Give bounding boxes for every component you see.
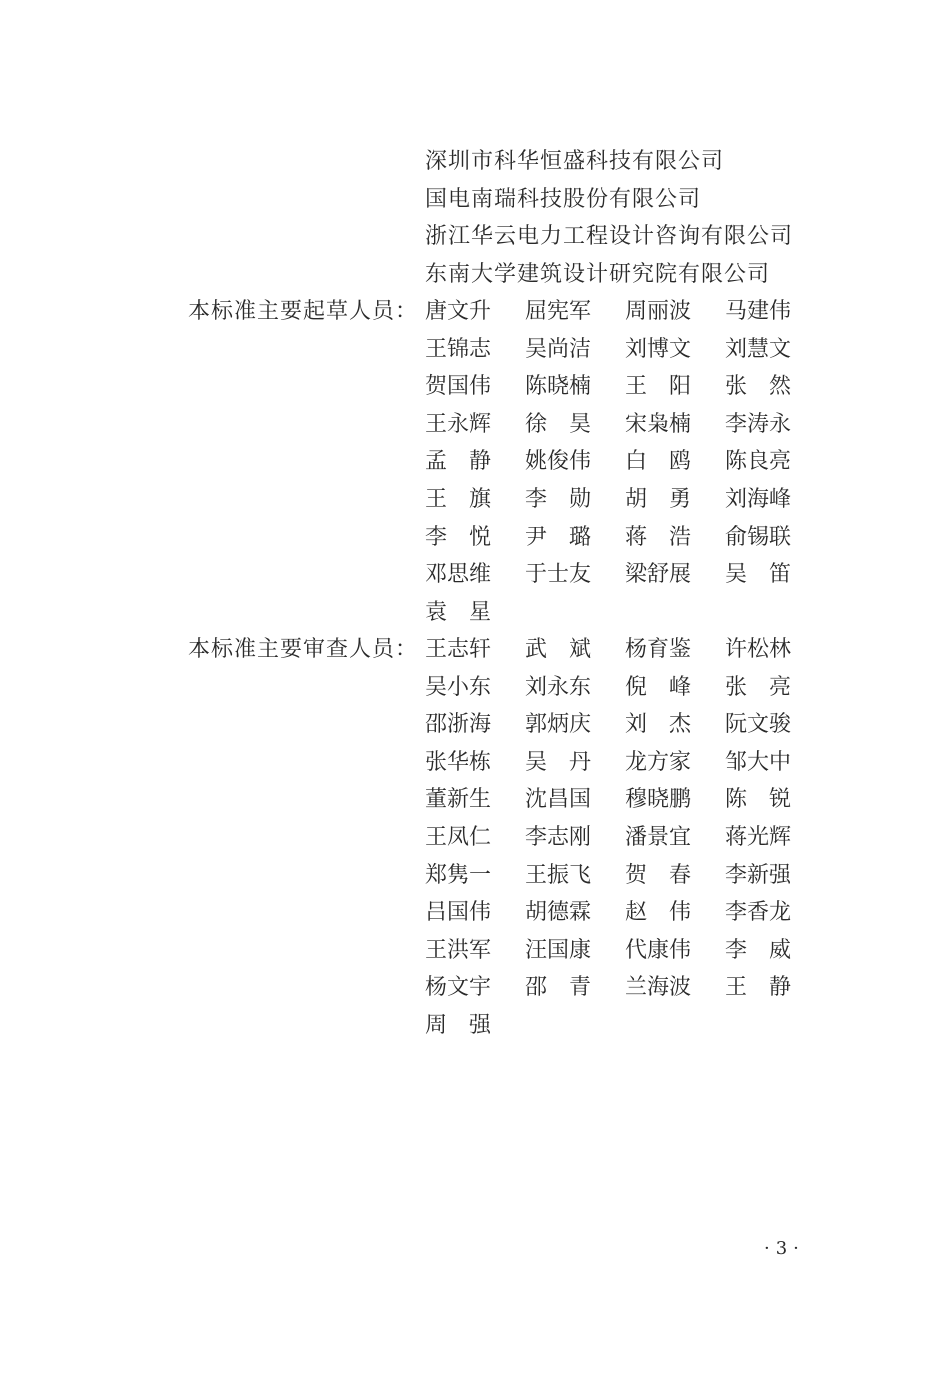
name-row: [425, 293, 845, 331]
person-name: 李 悦: [425, 524, 492, 550]
person-name: 杨文宇: [425, 975, 492, 1001]
person-name: 陈晓楠: [525, 374, 592, 400]
person-name: 李 勋: [525, 486, 592, 512]
person-name: 唐文升: [425, 299, 492, 324]
name-row: [425, 1007, 845, 1045]
name-row: [425, 594, 845, 632]
person-name: 王锦志: [425, 336, 492, 362]
person-name: 邓思维: [425, 562, 492, 588]
person-name: 李 威: [725, 937, 792, 963]
name-row: [425, 481, 845, 519]
person-name: 邹大中: [725, 749, 792, 775]
person-name: 徐 昊: [525, 411, 592, 437]
person-name: 汪国康: [525, 937, 592, 963]
person-name: 吕国伟: [425, 900, 492, 926]
person-name: 王凤仁: [425, 824, 492, 850]
reviewers-label: 本标准主要审查人员：: [188, 637, 419, 662]
person-name: 张 然: [725, 374, 792, 400]
name-row: [425, 781, 845, 819]
person-name: 刘慧文: [725, 336, 792, 362]
person-name: 倪 峰: [625, 674, 692, 700]
person-name: 尹 璐: [525, 524, 592, 550]
drafters-label: 本标准主要起草人员：: [188, 299, 419, 324]
person-name: 王振飞: [525, 862, 592, 888]
name-row: [425, 519, 845, 557]
person-name: 潘景宜: [625, 824, 692, 850]
person-name: 贺国伟: [425, 374, 492, 400]
person-name: 姚俊伟: [525, 449, 592, 475]
name-row: [425, 406, 845, 444]
person-name: 王洪军: [425, 937, 492, 963]
person-name: 宋枭楠: [625, 411, 692, 437]
organization-item: 浙江华云电力工程设计咨询有限公司: [425, 224, 794, 249]
person-name: 周丽波: [625, 299, 692, 324]
name-row: [425, 368, 845, 406]
name-row: [425, 669, 845, 707]
person-name: 王 静: [725, 975, 792, 1001]
person-name: 邵浙海: [425, 712, 492, 738]
person-name: 吴 笛: [725, 562, 792, 588]
name-row: [425, 857, 845, 895]
person-name: 张 亮: [725, 674, 792, 700]
person-name: 王志轩: [425, 637, 492, 662]
person-name: 董新生: [425, 787, 492, 813]
name-row: [425, 631, 845, 669]
person-name: 贺 春: [625, 862, 692, 888]
organization-item: 国电南瑞科技股份有限公司: [425, 186, 702, 212]
name-row: [425, 744, 845, 782]
person-name: 俞锡联: [725, 524, 792, 550]
person-name: 刘海峰: [725, 486, 792, 512]
person-name: 武 斌: [525, 637, 592, 662]
person-name: 李香龙: [725, 900, 792, 926]
drafters-names: [425, 293, 845, 631]
reviewers-names: [425, 631, 845, 1045]
name-row: [425, 894, 845, 932]
person-name: 刘 杰: [625, 712, 692, 738]
person-name: 王 阳: [625, 374, 692, 400]
person-name: 代康伟: [625, 937, 692, 963]
person-name: 梁舒展: [625, 562, 692, 588]
person-name: 马建伟: [725, 299, 792, 324]
name-row: [425, 819, 845, 857]
person-name: 邵 青: [525, 975, 592, 1001]
person-name: 许松林: [725, 637, 792, 662]
person-name: 吴小东: [425, 674, 492, 700]
person-name: 周 强: [425, 1012, 492, 1038]
name-row: [425, 443, 845, 481]
person-name: 蒋光辉: [725, 824, 792, 850]
person-name: 郭炳庆: [525, 712, 592, 738]
name-row: [425, 331, 845, 369]
name-row: [425, 706, 845, 744]
organization-item: 东南大学建筑设计研究院有限公司: [425, 261, 771, 287]
person-name: 李志刚: [525, 824, 592, 850]
person-name: 刘博文: [625, 336, 692, 362]
person-name: 白 鸥: [625, 449, 692, 475]
person-name: 郑隽一: [425, 862, 492, 888]
person-name: 阮文骏: [725, 712, 792, 738]
person-name: 胡德霖: [525, 900, 592, 926]
person-name: 刘永东: [525, 674, 592, 700]
person-name: 李涛永: [725, 411, 792, 437]
person-name: 陈良亮: [725, 449, 792, 475]
person-name: 兰海波: [625, 975, 692, 1001]
person-name: 王永辉: [425, 411, 492, 437]
person-name: 孟 静: [425, 449, 492, 475]
name-row: [425, 969, 845, 1007]
person-name: 屈宪军: [525, 299, 592, 324]
person-name: 赵 伟: [625, 900, 692, 926]
person-name: 于士友: [525, 562, 592, 588]
person-name: 穆晓鹏: [625, 787, 692, 813]
person-name: 李新强: [725, 862, 792, 888]
person-name: 张华栋: [425, 749, 492, 775]
organization-item: 深圳市科华恒盛科技有限公司: [425, 149, 725, 174]
person-name: 吴尚洁: [525, 336, 592, 362]
page-number: ·3·: [764, 1238, 805, 1259]
person-name: 胡 勇: [625, 486, 692, 512]
person-name: 陈 锐: [725, 787, 792, 813]
person-name: 袁 星: [425, 599, 492, 625]
person-name: 沈昌国: [525, 787, 592, 813]
person-name: 吴 丹: [525, 749, 592, 775]
person-name: 龙方家: [625, 749, 692, 775]
name-row: [425, 556, 845, 594]
person-name: 杨育鉴: [625, 637, 692, 662]
person-name: 蒋 浩: [625, 524, 692, 550]
organization-list: [425, 143, 925, 293]
person-name: 王 旗: [425, 486, 492, 512]
name-row: [425, 932, 845, 970]
